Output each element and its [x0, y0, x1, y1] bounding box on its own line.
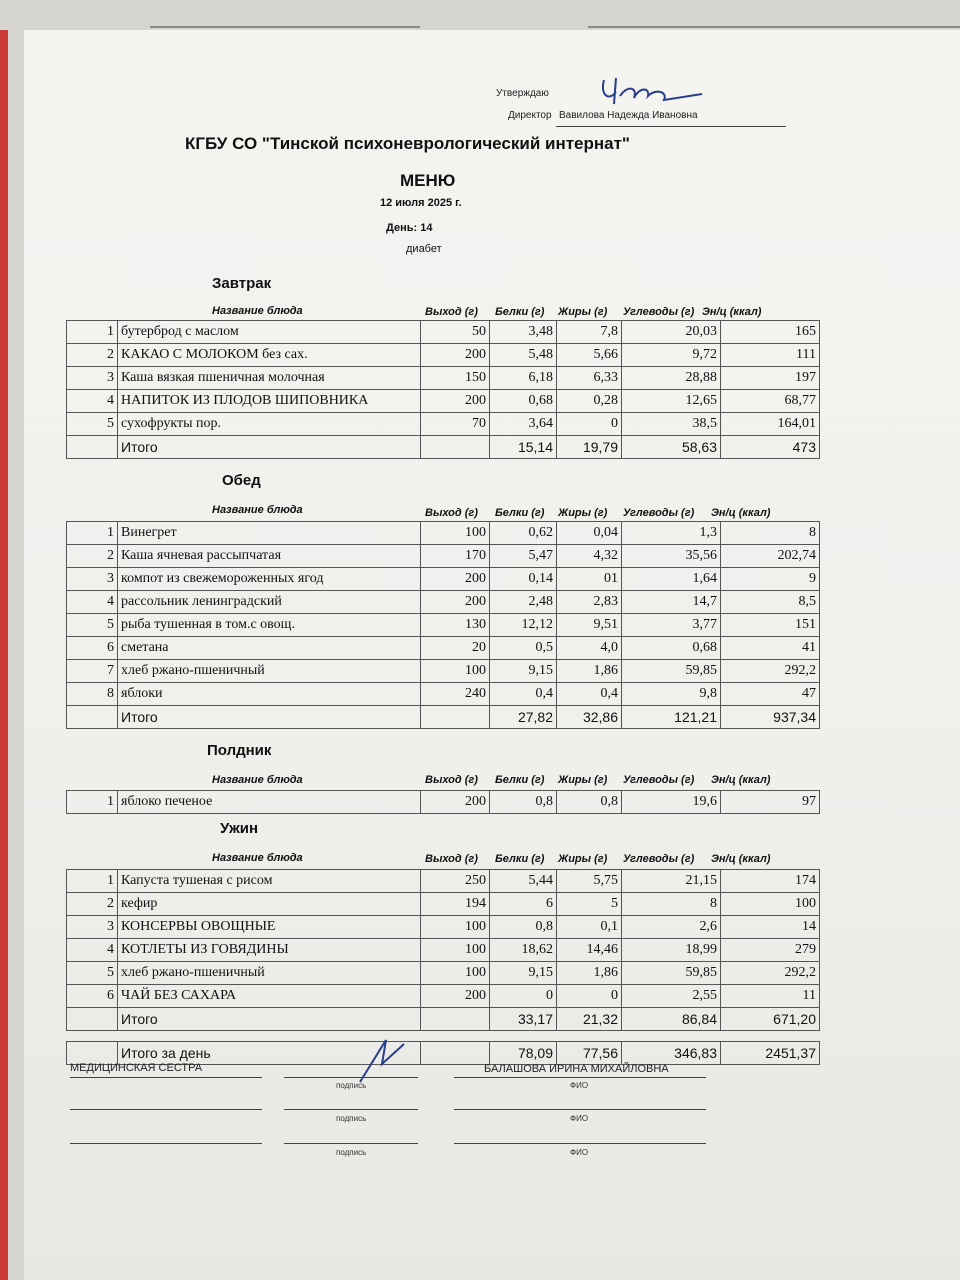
table-row: [67, 660, 820, 683]
section-lunch-title: Обед: [222, 472, 261, 489]
col-name-header: Название блюда: [212, 504, 303, 516]
output-cell: 130: [421, 614, 490, 637]
row-number: 3: [67, 367, 118, 390]
section-breakfast-title: Завтрак: [212, 275, 272, 292]
energy-cell: 292,2: [721, 962, 820, 985]
fat-cell: 5: [557, 893, 622, 916]
energy-cell: 100: [721, 893, 820, 916]
lunch-table: [66, 521, 820, 729]
day-total-carbs: 346,83: [622, 1042, 721, 1065]
total-fat: 32,86: [557, 706, 622, 729]
carbs-cell: 18,99: [622, 939, 721, 962]
col-fat-header: Жиры (г): [558, 306, 608, 318]
total-row: [67, 706, 820, 729]
dish-name: НАПИТОК ИЗ ПЛОДОВ ШИПОВНИКА: [118, 390, 421, 413]
output-cell: 250: [421, 870, 490, 893]
total-energy: 473: [721, 436, 820, 459]
role-line-2: [70, 1109, 262, 1110]
section-dinner-title: Ужин: [220, 820, 259, 837]
fat-cell: 4,32: [557, 545, 622, 568]
fio-caption-2: ФИО: [570, 1114, 589, 1123]
output-cell: 200: [421, 591, 490, 614]
protein-cell: 5,47: [490, 545, 557, 568]
table-row: [67, 321, 820, 344]
total-protein: 27,82: [490, 706, 557, 729]
protein-cell: 6: [490, 893, 557, 916]
energy-cell: 97: [721, 791, 820, 814]
energy-cell: 8,5: [721, 591, 820, 614]
protein-cell: 0,14: [490, 568, 557, 591]
approve-label: Утверждаю: [496, 88, 549, 99]
total-protein: 33,17: [490, 1008, 557, 1031]
protein-cell: 6,18: [490, 367, 557, 390]
table-row: [67, 545, 820, 568]
total-label: Итого: [118, 1008, 421, 1031]
dish-name: Капуста тушеная с рисом: [118, 870, 421, 893]
row-number: 2: [67, 545, 118, 568]
fat-cell: 5,75: [557, 870, 622, 893]
fat-cell: 2,83: [557, 591, 622, 614]
row-number: 1: [67, 870, 118, 893]
output-cell: 194: [421, 893, 490, 916]
protein-cell: 5,48: [490, 344, 557, 367]
col-energy-header: Эн/ц (ккал): [702, 306, 762, 318]
protein-cell: 9,15: [490, 962, 557, 985]
carbs-cell: 1,3: [622, 522, 721, 545]
dish-name: кефир: [118, 893, 421, 916]
diet-type: диабет: [406, 243, 442, 255]
table-row: [67, 962, 820, 985]
output-cell: 100: [421, 660, 490, 683]
protein-cell: 0,62: [490, 522, 557, 545]
director-role: Директор: [508, 110, 552, 121]
dish-name: сметана: [118, 637, 421, 660]
carbs-cell: 20,03: [622, 321, 721, 344]
carbs-cell: 14,7: [622, 591, 721, 614]
output-cell: 200: [421, 390, 490, 413]
row-number: 2: [67, 893, 118, 916]
row-number: 8: [67, 683, 118, 706]
signature-caption-2: подпись: [336, 1114, 367, 1123]
carbs-cell: 38,5: [622, 413, 721, 436]
nurse-name: БАЛАШОВА ИРИНА МИХАЙЛОВНА: [484, 1063, 669, 1075]
table-row: [67, 367, 820, 390]
dish-name: рассольник ленинградский: [118, 591, 421, 614]
row-number: 1: [67, 321, 118, 344]
output-cell: 200: [421, 985, 490, 1008]
fat-cell: 6,33: [557, 367, 622, 390]
nurse-role: МЕДИЦИНСКАЯ СЕСТРА: [70, 1062, 203, 1074]
total-protein: 15,14: [490, 436, 557, 459]
fat-cell: 0,28: [557, 390, 622, 413]
table-row: [67, 791, 820, 814]
top-divider-right: [588, 26, 960, 28]
menu-day: День: 14: [386, 222, 433, 234]
snack-table: [66, 790, 820, 814]
total-energy: 671,20: [721, 1008, 820, 1031]
dish-name: Каша вязкая пшеничная молочная: [118, 367, 421, 390]
table-row: [67, 390, 820, 413]
carbs-cell: 21,15: [622, 870, 721, 893]
fat-cell: 01: [557, 568, 622, 591]
dish-name: сухофрукты пор.: [118, 413, 421, 436]
col-name-header: Название блюда: [212, 852, 303, 864]
breakfast-table: [66, 320, 820, 459]
carbs-cell: 35,56: [622, 545, 721, 568]
table-row: [67, 939, 820, 962]
row-number: 1: [67, 791, 118, 814]
empty-cell: [421, 436, 490, 459]
table-row: [67, 591, 820, 614]
fat-cell: 4,0: [557, 637, 622, 660]
output-cell: 100: [421, 522, 490, 545]
fat-cell: 7,8: [557, 321, 622, 344]
col-fat-header: Жиры (г): [558, 507, 608, 519]
col-fat-header: Жиры (г): [558, 853, 608, 865]
protein-cell: 12,12: [490, 614, 557, 637]
table-row: [67, 893, 820, 916]
row-number: 7: [67, 660, 118, 683]
energy-cell: 11: [721, 985, 820, 1008]
total-fat: 21,32: [557, 1008, 622, 1031]
energy-cell: 197: [721, 367, 820, 390]
protein-cell: 0,8: [490, 916, 557, 939]
total-energy: 937,34: [721, 706, 820, 729]
col-carbs-header: Углеводы (г): [623, 306, 695, 318]
dish-name: хлеб ржано-пшеничный: [118, 660, 421, 683]
dish-name: КОНСЕРВЫ ОВОЩНЫЕ: [118, 916, 421, 939]
signature-caption-1: подпись: [336, 1081, 367, 1090]
director-signature: [598, 74, 708, 110]
day-total-fat: 77,56: [557, 1042, 622, 1065]
role-line-1: [70, 1077, 262, 1078]
signature-line-2: [284, 1109, 418, 1110]
total-fat: 19,79: [557, 436, 622, 459]
fat-cell: 9,51: [557, 614, 622, 637]
empty-cell: [421, 1008, 490, 1031]
col-carbs-header: Углеводы (г): [623, 853, 695, 865]
carbs-cell: 0,68: [622, 637, 721, 660]
energy-cell: 41: [721, 637, 820, 660]
energy-cell: 68,77: [721, 390, 820, 413]
row-number: 5: [67, 614, 118, 637]
col-output-header: Выход (г): [425, 853, 478, 865]
row-number: 6: [67, 637, 118, 660]
col-output-header: Выход (г): [425, 507, 478, 519]
col-energy-header: Эн/ц (ккал): [711, 853, 771, 865]
fat-cell: 14,46: [557, 939, 622, 962]
col-protein-header: Белки (г): [495, 853, 545, 865]
empty-cell: [421, 1042, 490, 1065]
table-row: [67, 637, 820, 660]
carbs-cell: 9,72: [622, 344, 721, 367]
total-carbs: 86,84: [622, 1008, 721, 1031]
col-carbs-header: Углеводы (г): [623, 774, 695, 786]
protein-cell: 2,48: [490, 591, 557, 614]
fat-cell: 1,86: [557, 660, 622, 683]
table-row: [67, 344, 820, 367]
row-number: 5: [67, 962, 118, 985]
energy-cell: 164,01: [721, 413, 820, 436]
carbs-cell: 9,8: [622, 683, 721, 706]
output-cell: 100: [421, 939, 490, 962]
empty-cell: [67, 706, 118, 729]
energy-cell: 9: [721, 568, 820, 591]
col-energy-header: Эн/ц (ккал): [711, 774, 771, 786]
output-cell: 170: [421, 545, 490, 568]
protein-cell: 0,68: [490, 390, 557, 413]
protein-cell: 18,62: [490, 939, 557, 962]
row-number: 1: [67, 522, 118, 545]
day-total-protein: 78,09: [490, 1042, 557, 1065]
dinner-table: [66, 869, 820, 1031]
fio-caption-3: ФИО: [570, 1148, 589, 1157]
signature-caption-3: подпись: [336, 1148, 367, 1157]
empty-cell: [67, 1008, 118, 1031]
fat-cell: 0: [557, 985, 622, 1008]
fat-cell: 0,04: [557, 522, 622, 545]
col-name-header: Название блюда: [212, 305, 303, 317]
signature-line-3: [284, 1143, 418, 1144]
dish-name: Винегрет: [118, 522, 421, 545]
table-row: [67, 870, 820, 893]
output-cell: 200: [421, 344, 490, 367]
fio-caption-1: ФИО: [570, 1081, 589, 1090]
fat-cell: 0,4: [557, 683, 622, 706]
name-line-1: [454, 1077, 706, 1078]
director-underline: [556, 126, 786, 127]
energy-cell: 165: [721, 321, 820, 344]
output-cell: 240: [421, 683, 490, 706]
protein-cell: 0,4: [490, 683, 557, 706]
output-cell: 70: [421, 413, 490, 436]
dish-name: яблоко печеное: [118, 791, 421, 814]
fat-cell: 0,1: [557, 916, 622, 939]
role-line-3: [70, 1143, 262, 1144]
dish-name: Каша ячневая рассыпчатая: [118, 545, 421, 568]
row-number: 5: [67, 413, 118, 436]
output-cell: 50: [421, 321, 490, 344]
table-row: [67, 413, 820, 436]
table-row: [67, 683, 820, 706]
dish-name: КАКАО С МОЛОКОМ без сах.: [118, 344, 421, 367]
day-total-energy: 2451,37: [721, 1042, 820, 1065]
carbs-cell: 3,77: [622, 614, 721, 637]
protein-cell: 0: [490, 985, 557, 1008]
table-row: [67, 985, 820, 1008]
col-protein-header: Белки (г): [495, 306, 545, 318]
energy-cell: 174: [721, 870, 820, 893]
total-row: [67, 1008, 820, 1031]
protein-cell: 5,44: [490, 870, 557, 893]
fat-cell: 5,66: [557, 344, 622, 367]
protein-cell: 9,15: [490, 660, 557, 683]
col-fat-header: Жиры (г): [558, 774, 608, 786]
carbs-cell: 59,85: [622, 660, 721, 683]
row-number: 4: [67, 591, 118, 614]
menu-date: 12 июля 2025 г.: [380, 197, 462, 209]
nurse-signature: [352, 1034, 412, 1086]
col-name-header: Название блюда: [212, 774, 303, 786]
signature-line-1: [284, 1077, 418, 1078]
carbs-cell: 59,85: [622, 962, 721, 985]
name-line-2: [454, 1109, 706, 1110]
row-number: 3: [67, 916, 118, 939]
energy-cell: 47: [721, 683, 820, 706]
dish-name: КОТЛЕТЫ ИЗ ГОВЯДИНЫ: [118, 939, 421, 962]
dish-name: компот из свежемороженных ягод: [118, 568, 421, 591]
fat-cell: 0,8: [557, 791, 622, 814]
energy-cell: 202,74: [721, 545, 820, 568]
energy-cell: 151: [721, 614, 820, 637]
row-number: 4: [67, 390, 118, 413]
output-cell: 150: [421, 367, 490, 390]
output-cell: 200: [421, 791, 490, 814]
dish-name: бутерброд с маслом: [118, 321, 421, 344]
carbs-cell: 12,65: [622, 390, 721, 413]
red-folder-edge: [0, 30, 8, 1280]
dish-name: ЧАЙ БЕЗ САХАРА: [118, 985, 421, 1008]
protein-cell: 3,48: [490, 321, 557, 344]
dish-name: рыба тушенная в том.с овощ.: [118, 614, 421, 637]
total-carbs: 58,63: [622, 436, 721, 459]
name-line-3: [454, 1143, 706, 1144]
energy-cell: 292,2: [721, 660, 820, 683]
carbs-cell: 19,6: [622, 791, 721, 814]
energy-cell: 279: [721, 939, 820, 962]
table-row: [67, 614, 820, 637]
col-carbs-header: Углеводы (г): [623, 507, 695, 519]
carbs-cell: 1,64: [622, 568, 721, 591]
output-cell: 100: [421, 916, 490, 939]
total-label: Итого: [118, 436, 421, 459]
dish-name: хлеб ржано-пшеничный: [118, 962, 421, 985]
table-row: [67, 916, 820, 939]
organization-title: КГБУ СО "Тинской психоневрологический интернат": [185, 134, 630, 153]
row-number: 4: [67, 939, 118, 962]
carbs-cell: 2,6: [622, 916, 721, 939]
row-number: 3: [67, 568, 118, 591]
row-number: 2: [67, 344, 118, 367]
protein-cell: 0,5: [490, 637, 557, 660]
table-row: [67, 568, 820, 591]
output-cell: 200: [421, 568, 490, 591]
total-row: [67, 436, 820, 459]
fat-cell: 1,86: [557, 962, 622, 985]
carbs-cell: 28,88: [622, 367, 721, 390]
total-label: Итого: [118, 706, 421, 729]
top-divider-left: [150, 26, 420, 28]
energy-cell: 14: [721, 916, 820, 939]
carbs-cell: 8: [622, 893, 721, 916]
dish-name: яблоки: [118, 683, 421, 706]
row-number: 6: [67, 985, 118, 1008]
energy-cell: 111: [721, 344, 820, 367]
output-cell: 100: [421, 962, 490, 985]
col-protein-header: Белки (г): [495, 774, 545, 786]
carbs-cell: 2,55: [622, 985, 721, 1008]
protein-cell: 0,8: [490, 791, 557, 814]
table-row: [67, 522, 820, 545]
director-name: Вавилова Надежда Ивановна: [559, 110, 698, 121]
col-output-header: Выход (г): [425, 306, 478, 318]
protein-cell: 3,64: [490, 413, 557, 436]
col-output-header: Выход (г): [425, 774, 478, 786]
col-energy-header: Эн/ц (ккал): [711, 507, 771, 519]
total-carbs: 121,21: [622, 706, 721, 729]
day-total-label: Итого за день: [118, 1042, 421, 1065]
output-cell: 20: [421, 637, 490, 660]
fat-cell: 0: [557, 413, 622, 436]
menu-title: МЕНЮ: [400, 171, 456, 190]
section-snack-title: Полдник: [207, 742, 272, 759]
col-protein-header: Белки (г): [495, 507, 545, 519]
empty-cell: [67, 436, 118, 459]
energy-cell: 8: [721, 522, 820, 545]
empty-cell: [421, 706, 490, 729]
